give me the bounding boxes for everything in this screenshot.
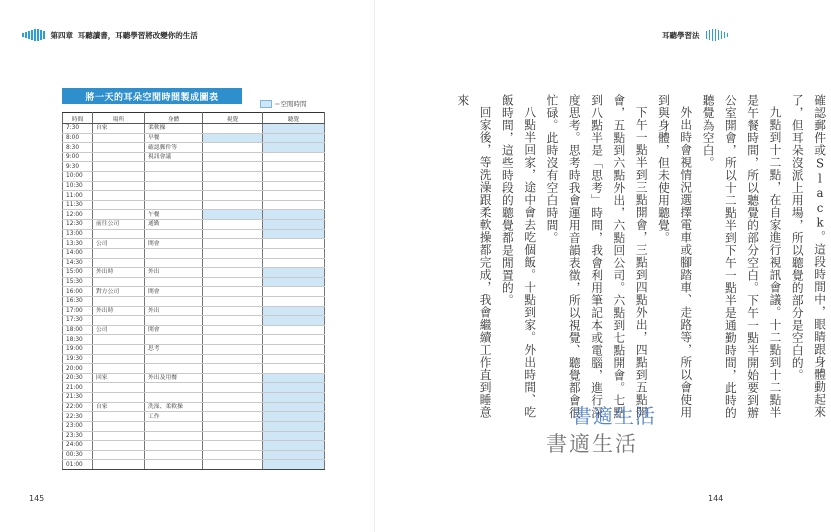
table-row [63,162,325,172]
body-cell [145,393,203,403]
body-cell: 開會 [145,239,203,249]
time-cell: 7:30 [63,124,93,134]
body-text [452,94,831,422]
place-cell [93,450,145,460]
time-cell: 16:00 [63,287,93,297]
time-cell: 23:30 [63,431,93,441]
table-row [63,191,325,201]
body-cell [145,172,203,182]
body-cell: 通勤 [145,220,203,230]
visual-cell [203,248,263,258]
audio-cell [263,325,325,335]
body-cell [145,383,203,393]
visual-cell [203,287,263,297]
time-cell: 01:00 [63,460,93,470]
body-cell [145,441,203,451]
audio-cell [263,200,325,210]
place-cell [93,210,145,220]
audio-cell [263,258,325,268]
visual-cell [203,316,263,326]
decorative-bars-icon [22,29,45,41]
body-cell [145,200,203,210]
audio-cell [263,162,325,172]
body-cell: 外出及用餐 [145,373,203,383]
visual-cell [203,393,263,403]
time-cell: 18:00 [63,325,93,335]
visual-cell [203,296,263,306]
visual-cell [203,200,263,210]
audio-cell [263,354,325,364]
body-cell: 洗澡、柔軟操 [145,402,203,412]
paragraph: 確認郵件或Slack。這段時間中，眼睛跟身體動起來了，但耳朵沒派上用場，所以聽覺的部分是空白的。 [790,94,828,418]
table-row [63,373,325,383]
place-cell [93,412,145,422]
time-cell: 11:00 [63,191,93,201]
place-cell [93,258,145,268]
visual-cell [203,354,263,364]
audio-cell [263,421,325,431]
time-cell: 16:30 [63,296,93,306]
time-cell: 23:00 [63,421,93,431]
place-cell: 公司 [93,325,145,335]
table-row [63,306,325,316]
table-row [63,133,325,143]
page-spine [374,0,375,532]
time-cell: 19:30 [63,354,93,364]
paragraph: 八點半回家，途中會去吃個飯。十點到家。外出時間、吃飯時間，這些時段的聽覺都是閒置的。 [500,94,538,419]
audio-cell [263,239,325,249]
time-cell: 22:30 [63,412,93,422]
table-row [63,172,325,182]
table-row [63,152,325,162]
time-cell: 15:00 [63,268,93,278]
visual-cell [203,210,263,220]
time-cell: 20:30 [63,373,93,383]
place-cell [93,133,145,143]
table-row [63,143,325,153]
visual-cell [203,268,263,278]
body-cell [145,162,203,172]
visual-cell [203,383,263,393]
place-cell [93,181,145,191]
time-cell: 14:00 [63,248,93,258]
visual-cell [203,421,263,431]
body-cell: 確認郵件等 [145,143,203,153]
time-cell: 9:00 [63,152,93,162]
body-cell: 早餐 [145,133,203,143]
body-cell: 開會 [145,287,203,297]
visual-cell [203,258,263,268]
body-cell [145,316,203,326]
body-cell [145,354,203,364]
table-row [63,345,325,355]
paragraph: 下午一點半到三點開會，三點到四點外出，四點到五點開會，五點到六點外出，六點回公司。六點到七點開會。七點到八點半是「思考」時間，我會利用筆記本或電腦，進行深度思考。思考時我會運用音韻表徵，所以視覺、聽覺都會很忙碌。此時沒有空白時間。 [545,94,649,419]
visual-cell [203,450,263,460]
audio-cell [263,383,325,393]
place-cell [93,421,145,431]
place-cell [93,335,145,345]
right-running-header [656,27,728,43]
audio-cell [263,133,325,143]
place-cell [93,364,145,374]
audio-cell [263,345,325,355]
table-row [63,239,325,249]
table-row [63,354,325,364]
place-cell [93,431,145,441]
legend-swatch [260,100,272,108]
table-row [63,421,325,431]
visual-cell [203,364,263,374]
place-cell [93,162,145,172]
table-title: 將一天的耳朵空閒時間製成圖表 [62,88,242,104]
decorative-bars-icon [706,29,729,41]
visual-cell [203,460,263,470]
body-cell: 視訊會議 [145,152,203,162]
table-row [63,124,325,134]
body-cell [145,181,203,191]
body-cell [145,431,203,441]
time-cell: 8:30 [63,143,93,153]
place-cell [93,191,145,201]
table-row [63,277,325,287]
table-row [63,431,325,441]
audio-cell [263,191,325,201]
visual-cell [203,172,263,182]
audio-cell [263,441,325,451]
visual-cell [203,220,263,230]
place-cell [93,277,145,287]
time-cell: 21:00 [63,383,93,393]
visual-cell [203,335,263,345]
place-cell: 自家 [93,402,145,412]
time-cell: 24:00 [63,441,93,451]
paragraph: 外出時會視情況選擇電車或腳踏車、走路等，所以會使用到與身體，但未使用聽覺。 [656,94,694,419]
place-cell: 自家 [93,124,145,134]
visual-cell [203,306,263,316]
visual-cell [203,191,263,201]
place-cell [93,296,145,306]
visual-cell [203,143,263,153]
place-cell [93,229,145,239]
body-cell: 開會 [145,325,203,335]
table-row [63,316,325,326]
time-cell: 19:00 [63,345,93,355]
time-cell: 10:00 [63,172,93,182]
body-cell [145,335,203,345]
schedule-table [62,112,325,470]
place-cell [93,393,145,403]
visual-cell [203,133,263,143]
place-cell [93,316,145,326]
table-row [63,258,325,268]
table-row [63,393,325,403]
audio-cell [263,143,325,153]
place-cell [93,460,145,470]
body-cell [145,296,203,306]
audio-cell [263,402,325,412]
time-cell: 17:00 [63,306,93,316]
right-header-text [662,30,700,41]
audio-cell [263,248,325,258]
column-header: 場所 [93,113,145,124]
place-cell: 公司 [93,239,145,249]
time-cell: 12:30 [63,220,93,230]
audio-cell [263,124,325,134]
time-cell: 20:00 [63,364,93,374]
audio-cell [263,306,325,316]
table-row [63,268,325,278]
time-cell: 11:30 [63,200,93,210]
visual-cell [203,124,263,134]
table-header-row [63,113,325,124]
time-cell: 9:30 [63,162,93,172]
section-title: 耳聽學習法 [662,30,700,40]
place-cell: 外出時 [93,268,145,278]
visual-cell [203,239,263,249]
visual-cell [203,181,263,191]
audio-cell [263,152,325,162]
chapter-title: 耳聽讀書，耳聽學習將改變你的生活 [77,30,198,40]
place-cell [93,200,145,210]
place-cell: 外出時 [93,306,145,316]
table-row [63,450,325,460]
time-cell: 15:30 [63,277,93,287]
paragraph: 九點到十二點，在自家進行視訊會議。十二點到十二點半是午餐時間，所以聽覺的部分空白。下午一點半開始要到辦公室開會，所以十二點半到下午一點半是通勤時間，此時的聽覺為空白。 [701,94,783,419]
table-row [63,229,325,239]
table-row [63,248,325,258]
audio-cell [263,316,325,326]
audio-cell [263,210,325,220]
visual-cell [203,229,263,239]
body-cell [145,450,203,460]
place-cell [93,172,145,182]
chapter-label: 第四章 [50,30,73,40]
table-row [63,441,325,451]
audio-cell [263,287,325,297]
body-cell [145,277,203,287]
body-cell [145,191,203,201]
place-cell [93,345,145,355]
table-row [63,364,325,374]
column-header: 時間 [63,113,93,124]
audio-cell [263,181,325,191]
column-header: 視覺 [203,113,263,124]
time-cell: 21:30 [63,393,93,403]
audio-cell [263,277,325,287]
table-row [63,181,325,191]
left-running-header [22,27,204,43]
table-row [63,383,325,393]
audio-cell [263,335,325,345]
audio-cell [263,431,325,441]
paragraph: 回家後，等洗澡跟柔軟操都完成，我會繼續工作直到睡意來 [456,94,493,419]
visual-cell [203,431,263,441]
visual-cell [203,325,263,335]
audio-cell [263,373,325,383]
visual-cell [203,152,263,162]
page-number-right: 144 [708,494,724,503]
place-cell [93,441,145,451]
audio-cell [263,296,325,306]
body-cell: 思考 [145,345,203,355]
visual-cell [203,345,263,355]
body-cell [145,460,203,470]
audio-cell [263,268,325,278]
table-row [63,220,325,230]
visual-cell [203,373,263,383]
time-cell: 00:30 [63,450,93,460]
table-row [63,200,325,210]
visual-cell [203,441,263,451]
time-cell: 10:30 [63,181,93,191]
legend-label: ＝空閒時間 [274,100,307,108]
visual-cell [203,162,263,172]
watermark-blue: 書適生活 [572,404,656,428]
place-cell [93,143,145,153]
body-cell [145,421,203,431]
body-cell [145,364,203,374]
body-cell: 午餐 [145,210,203,220]
body-cell: 工作 [145,412,203,422]
time-cell: 13:00 [63,229,93,239]
audio-cell [263,460,325,470]
schedule-body [63,124,325,470]
audio-cell [263,172,325,182]
place-cell [93,354,145,364]
table-row [63,296,325,306]
audio-cell [263,229,325,239]
table-row [63,210,325,220]
body-cell: 柔軟操 [145,124,203,134]
time-cell: 18:30 [63,335,93,345]
table-legend [260,99,307,108]
time-cell: 17:30 [63,316,93,326]
table-row [63,287,325,297]
table-row [63,460,325,470]
table-row [63,325,325,335]
time-cell: 8:00 [63,133,93,143]
watermark-grey: 書適生活 [546,432,638,456]
time-cell: 14:30 [63,258,93,268]
body-cell [145,248,203,258]
place-cell [93,248,145,258]
place-cell: 對方公司 [93,287,145,297]
body-cell [145,229,203,239]
place-cell [93,383,145,393]
audio-cell [263,412,325,422]
time-cell: 22:00 [63,402,93,412]
table-row [63,335,325,345]
column-header: 身體 [145,113,203,124]
time-cell: 13:30 [63,239,93,249]
audio-cell [263,364,325,374]
left-header-text [51,30,198,41]
visual-cell [203,412,263,422]
visual-cell [203,277,263,287]
table-row [63,412,325,422]
column-header: 聽覺 [263,113,325,124]
place-cell [93,152,145,162]
audio-cell [263,393,325,403]
place-cell: 前往公司 [93,220,145,230]
body-cell [145,258,203,268]
body-cell: 外出 [145,268,203,278]
place-cell: 回家 [93,373,145,383]
time-cell: 12:00 [63,210,93,220]
table-row [63,402,325,412]
audio-cell [263,450,325,460]
audio-cell [263,220,325,230]
body-cell: 外出 [145,306,203,316]
page-number-left: 145 [29,494,45,503]
visual-cell [203,402,263,412]
